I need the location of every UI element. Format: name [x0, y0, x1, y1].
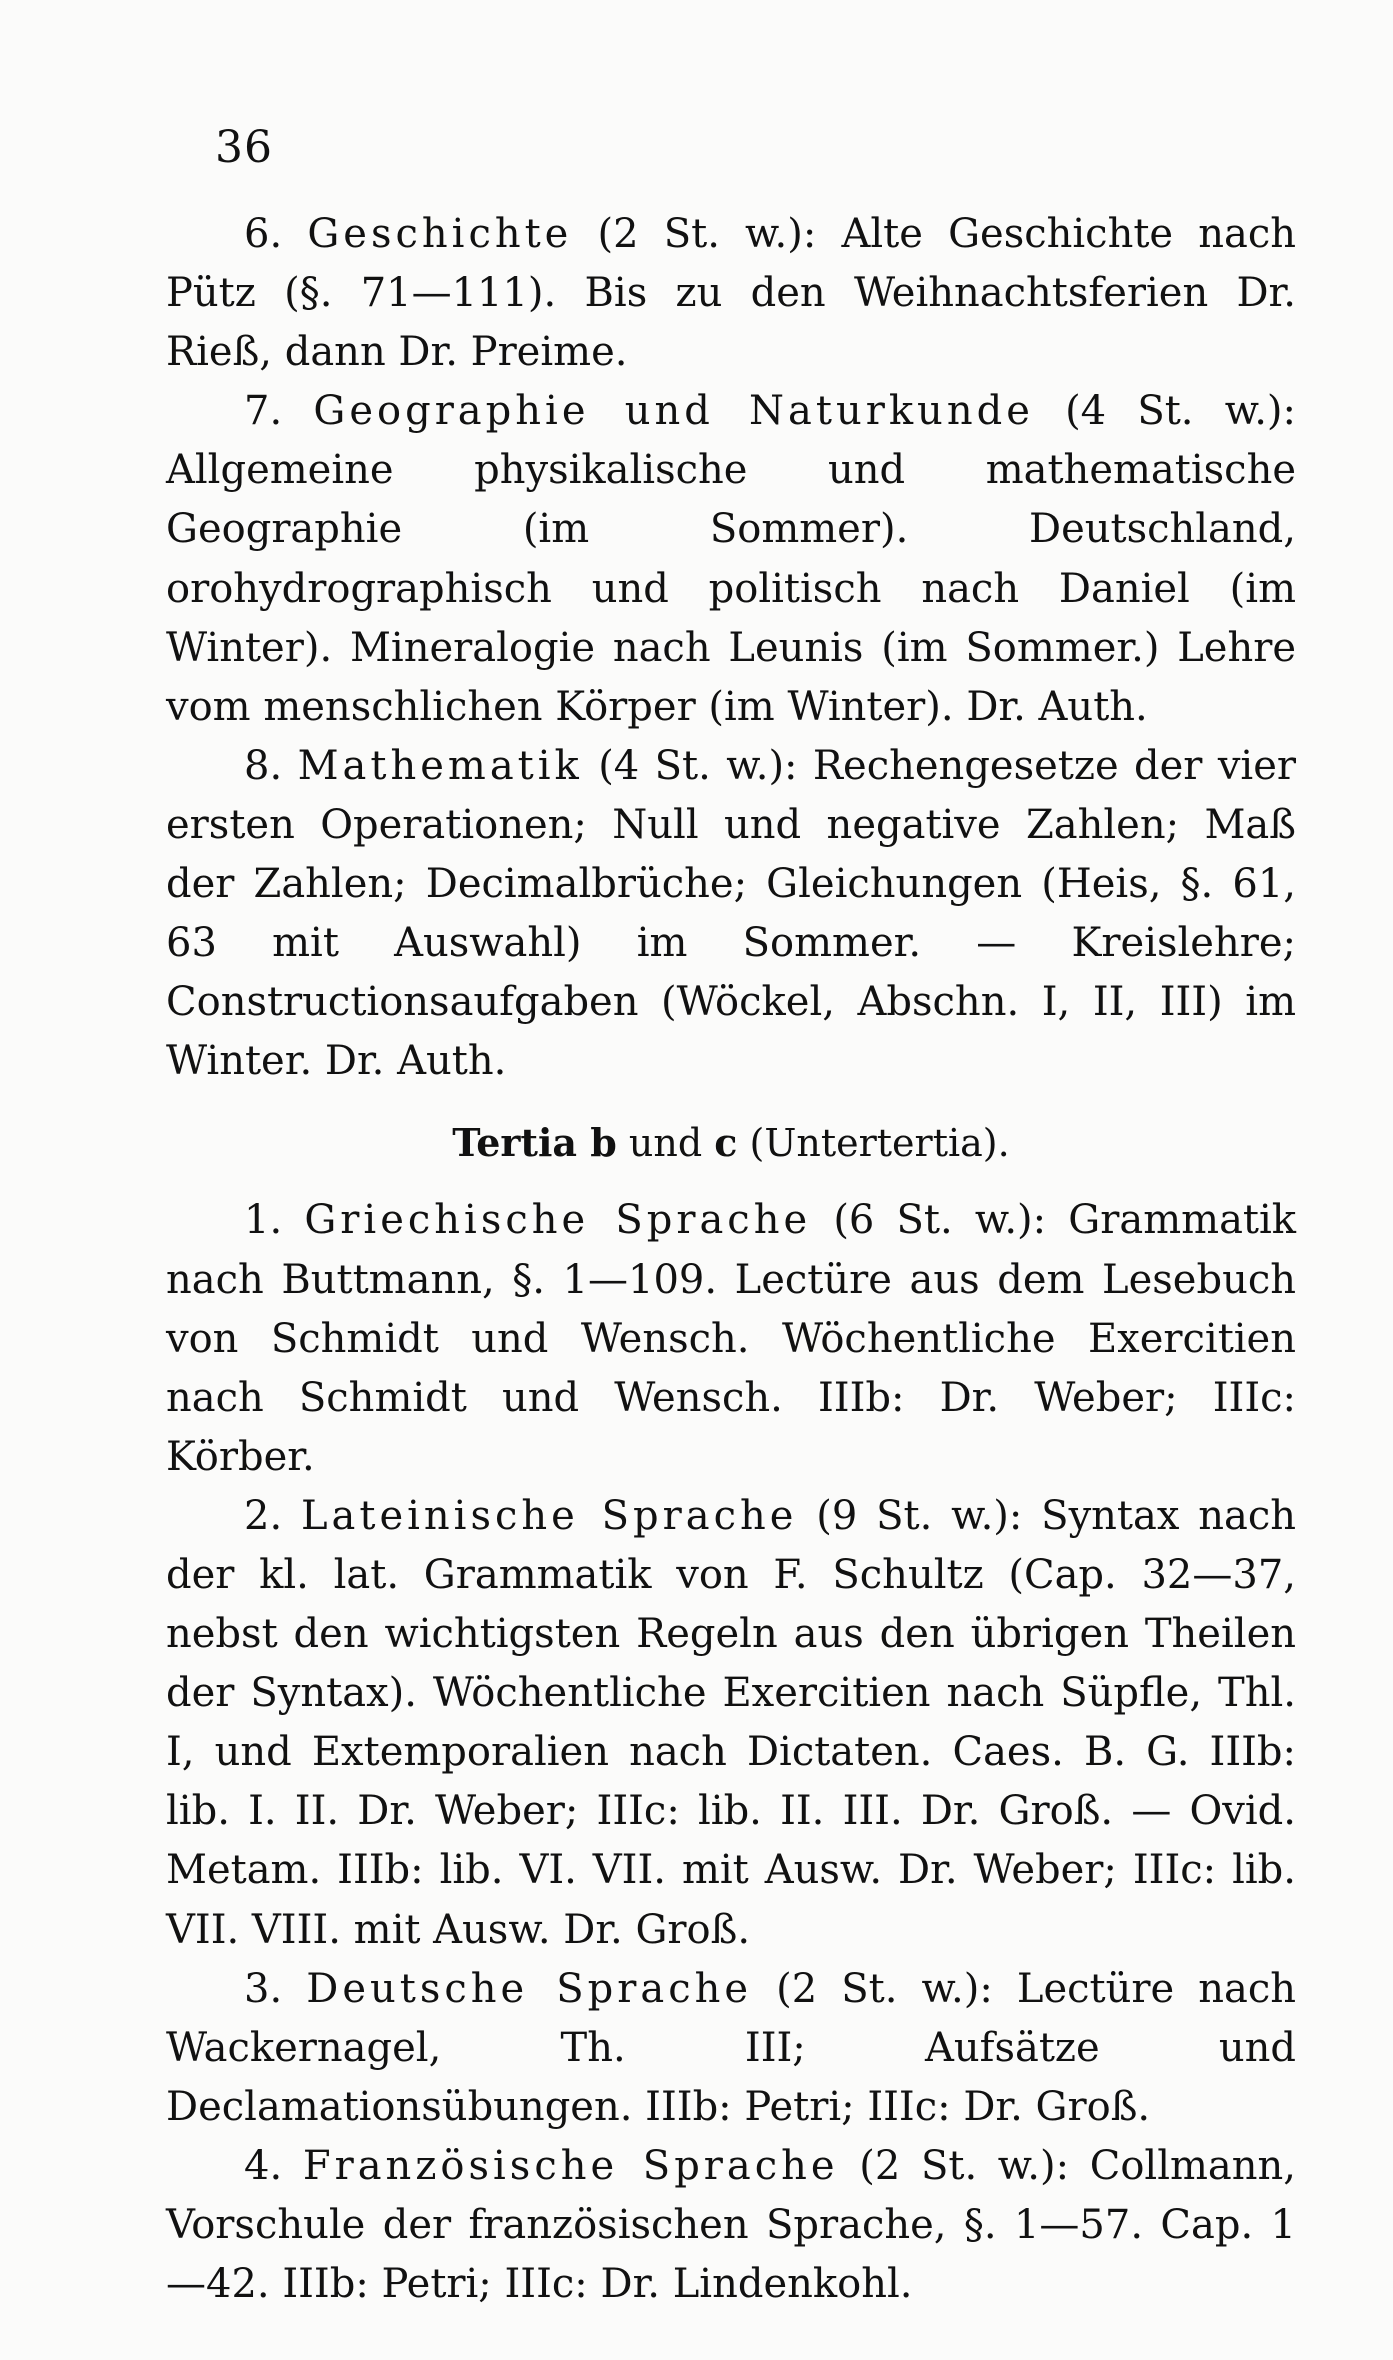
subject-title: Griechische Sprache — [304, 1197, 812, 1244]
paragraph-text: (9 St. w.): Syntax nach der kl. lat. Grammatik von F. Schultz (Cap. 32—37, nebst den wichtigsten Regeln aus den übrigen Theilen der Syntax). Wöchentliche Exercitien nach Süpfle, Thl. I, und Extemporalien nach Dictaten. Caes. B. G. IIIb: lib. I. II. Dr. Weber; IIIc: lib. II. III. Dr. Groß. — Ovid. Metam. IIIb: lib. VI. VII. mit Ausw. Dr. Weber; IIIc: lib. VII. VIII. mit Ausw. Dr. Groß. — [166, 1492, 1296, 1953]
paragraph-geography — [166, 382, 1296, 737]
paragraph-latin — [166, 1487, 1296, 1960]
paragraph-history — [166, 205, 1296, 382]
paragraph-text: (4 St. w.): Rechengesetze der vier ersten Operationen; Null und negative Zahlen; Maß der Zahlen; Decimalbrüche; Gleichungen (Heis, §. 61, 63 mit Auswahl) im Sommer. — Kreislehre; Constructionsaufgaben (Wöckel, Abschn. I, II, III) im Winter. Dr. Auth. — [166, 742, 1296, 1085]
item-number: 4. — [244, 2142, 283, 2189]
page-number: 36 — [215, 122, 273, 173]
heading-bold-part2: c — [714, 1120, 738, 1166]
page-content — [166, 205, 1296, 2314]
subject-title: Mathematik — [297, 742, 583, 789]
subject-title: Lateinische Sprache — [300, 1492, 798, 1539]
subject-title: Geschichte — [307, 211, 573, 257]
paragraph-text: (4 St. w.): Allgemeine physikalische und mathematische Geographie (im Sommer). Deutschland, orohydrographisch und politisch nach Daniel (im Winter). Mineralogie nach Leunis (im Sommer.) Lehre vom menschlichen Körper (im Winter). Dr. Auth. — [166, 388, 1296, 730]
section-heading-tertia — [166, 1115, 1296, 1171]
heading-middle: und — [628, 1121, 703, 1166]
subject-title: Französische Sprache — [302, 2142, 839, 2189]
subject-title: Geographie und Naturkunde — [313, 388, 1034, 435]
item-number: 1. — [244, 1197, 283, 1244]
paragraph-french — [166, 2137, 1296, 2314]
item-number: 2. — [244, 1492, 283, 1539]
paragraph-greek — [166, 1191, 1296, 1486]
item-number: 3. — [244, 1965, 283, 2012]
paragraph-text: (2 St. w.): Lectüre nach Wackernagel, Th. III; Aufsätze und Declamationsübungen. IIIb: Petri; IIIc: Dr. Groß. — [166, 1965, 1297, 2130]
item-number: 6. — [244, 211, 283, 257]
paragraph-text: (2 St. w.): Alte Geschichte nach Pütz (§. 71—111). Bis zu den Weihnachtsferien Dr. Rieß, dann Dr. Preime. — [166, 211, 1297, 376]
paragraph-german — [166, 1960, 1296, 2137]
paragraph-mathematics — [166, 737, 1296, 1092]
heading-bold-part1: Tertia b — [452, 1120, 617, 1166]
paragraph-text: (6 St. w.): Grammatik nach Buttmann, §. 1—109. Lectüre aus dem Lesebuch von Schmidt und Wensch. Wöchentliche Exercitien nach Schmidt und Wensch. IIIb: Dr. Weber; IIIc: Körber. — [166, 1197, 1297, 1480]
paragraph-text: (2 St. w.): Collmann, Vorschule der französischen Sprache, §. 1—57. Cap. 1—42. IIIb: Petri; IIIc: Dr. Lindenkohl. — [166, 2142, 1297, 2308]
item-number: 8. — [244, 742, 283, 789]
heading-parenthetical: (Untertertia). — [749, 1121, 1010, 1166]
subject-title: Deutsche Sprache — [306, 1965, 753, 2012]
item-number: 7. — [244, 388, 283, 435]
